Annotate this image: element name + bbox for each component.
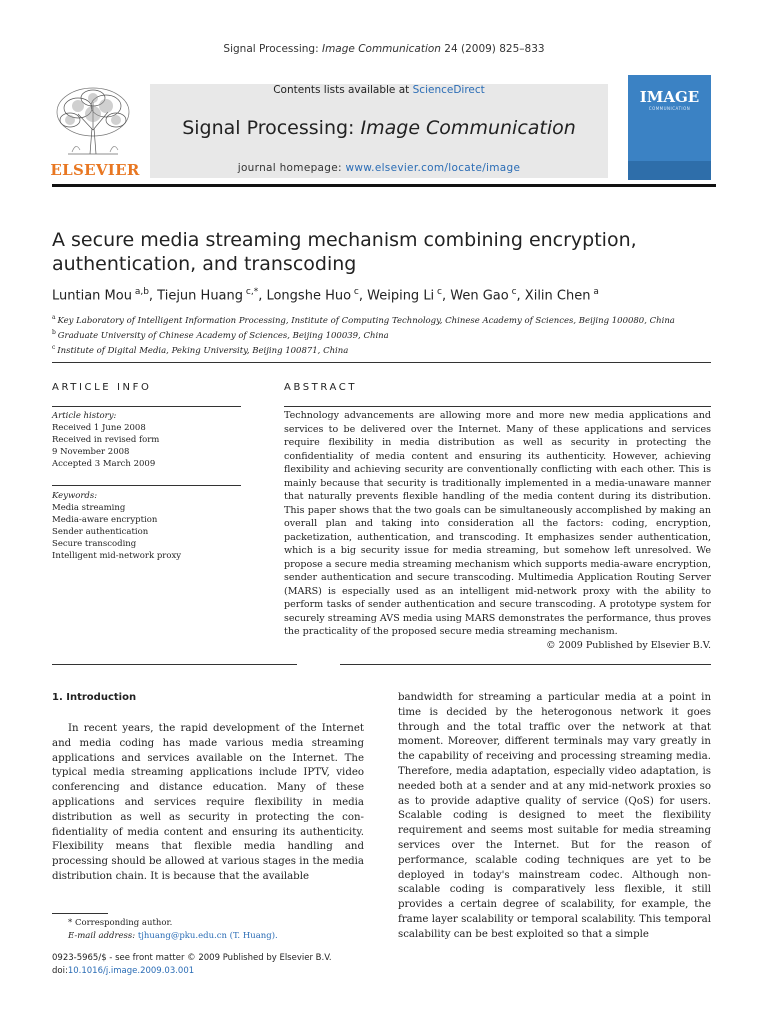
- keywords-label: Keywords:: [52, 491, 98, 501]
- author-separator: ,: [258, 288, 267, 304]
- affiliation-item: [52, 342, 712, 357]
- keyword-item: Media streaming: [52, 503, 126, 513]
- cover-band: [628, 161, 711, 180]
- article-info-rule: [52, 406, 241, 407]
- author-affiliation-mark: c: [434, 287, 442, 297]
- introduction-column-2: bandwidth for streaming a particular media at a point in time is decided by the heterogonous network it goes through and the total traffic over the network at that moment. Moreover, different terminals may vary greatly in the capability of receiving and processing streaming media. Therefore, media adaptation, especially video adaptation, is needed both at a sender and at any mid-network proxies so as to provide adaptive quality of service (QoS) for users. Scalable coding is designed to meet the flexibility requirement and seems most suitable for media streaming services over the Internet. But for the reason of performance, scalable coding techniques are yet to be deployed in today's mainstream codec. Although non-scalable coding is comparatively less flexible, it still provides a certain degree of scalability, for example, the frame layer scalability or temporal scalability. This temporal scalability can be best exploited so that a simple: [398, 692, 711, 940]
- footnote-rule: [52, 913, 108, 914]
- doi-line: [52, 965, 364, 978]
- keyword-item: Media-aware encryption: [52, 515, 158, 525]
- email-link[interactable]: tjhuang@pku.edu.cn (T. Huang).: [137, 930, 278, 941]
- paper-title: A secure media streaming mechanism combining encryption, authentication, and transcoding: [52, 229, 637, 275]
- author-affiliation-mark: a: [590, 287, 599, 297]
- abstract-rule: [284, 406, 711, 407]
- doi-link[interactable]: 10.1016/j.image.2009.03.001: [67, 965, 195, 976]
- abstract-heading: ABSTRACT: [284, 382, 358, 393]
- issn-line: 0923-5965/$ - see front matter © 2009 Published by Elsevier B.V.: [52, 953, 332, 963]
- abstract-text: Technology advancements are allowing more and more new media applications and services to be delivered over the Internet. Many of these applications and services require flexibility in media distribution as well as security in protecting the confidentiality of media content and ensuring its authenticity. However, achieving flexibility and achieving security are conventionally conflicting with each other. This is mainly because that security is traditionally implemented in a media-unaware manner that naturally prevents flexible handling of the media content during its distribution. This paper shows that the two goals can be simultaneously accomplished by making an overall plan and taking into consideration all the factors: coding, encryption, packetization, authentication, and transcoding. It emphasizes sender authentication, which is a big security issue for media streaming, but somehow left unresolved. We propose a secure media streaming mechanism which supports media-aware encryption, sender authentication and secure transcoding. Multimedia Application Routing Server (MARS) is especially used as an intelligent mid-network proxy with the ability to perform tasks of sender authentication and secure transcoding. A prototype system for securely streaming AVS media using MARS demonstrates the performance, thus proves the practicality of the proposed secure media streaming mechanism.: [284, 410, 711, 637]
- email-label: E-mail address:: [68, 930, 138, 941]
- author-affiliation-mark: c: [508, 287, 517, 297]
- introduction-column-1: In recent years, the rapid development of the Internet and media coding has made various media streaming applications and services available on the Internet. The typical media streaming applications include IPTV, video conferencing and distance education. Many of these applications and services require flexibility in media distribution as well as security in protecting the confidentiality of media content and ensuring its authenticity. Flexibility means that flexible media handling and processing should be allowed at various stages in the media distribution chain. It is because that the available: [52, 723, 364, 882]
- author-name: Wen Gao: [450, 288, 509, 304]
- contents-line: [150, 84, 608, 96]
- keyword-item: Sender authentication: [52, 527, 149, 537]
- footnote: [52, 917, 364, 942]
- homepage-link[interactable]: www.elsevier.com/locate/image: [345, 162, 521, 174]
- running-head: [0, 43, 768, 55]
- keywords-rule: [52, 485, 241, 486]
- history-item: Accepted 3 March 2009: [52, 459, 156, 469]
- homepage-prefix: journal homepage:: [237, 162, 346, 174]
- keyword-item: Secure transcoding: [52, 539, 137, 549]
- history-item: 9 November 2008: [52, 447, 130, 457]
- author-name: Tiejun Huang: [157, 288, 244, 304]
- affiliation-text: Graduate University of Chinese Academy of Sciences, Beijing 100039, China: [57, 330, 389, 341]
- author-separator: ,: [148, 288, 158, 304]
- running-head-journal: Signal Processing:: [223, 43, 322, 55]
- introduction-heading: 1. Introduction: [52, 692, 137, 703]
- author-separator: ,: [516, 288, 525, 304]
- affiliation-list: [52, 312, 712, 356]
- journal-title-italic: Image Communication: [360, 117, 576, 139]
- author-affiliation-mark: c,*: [243, 287, 259, 297]
- sciencedirect-link[interactable]: ScienceDirect: [412, 84, 485, 96]
- journal-title-main: Signal Processing:: [182, 117, 361, 139]
- author-name: Longshe Huo: [266, 288, 352, 304]
- elsevier-tree-logo: [48, 84, 138, 160]
- affiliation-text: Institute of Digital Media, Peking University, Beijing 100871, China: [57, 345, 349, 356]
- author-separator: ,: [358, 288, 368, 304]
- cover-subtitle: COMMUNICATION: [648, 106, 691, 111]
- corresponding-author-note: * Corresponding author.: [68, 918, 173, 928]
- author-separator: ,: [441, 288, 451, 304]
- author-list: [52, 287, 712, 303]
- keywords-list: [52, 502, 252, 562]
- author-affiliation-mark: a,b: [131, 287, 149, 297]
- author-affiliation-mark: c: [351, 287, 359, 297]
- journal-title: [150, 117, 608, 139]
- author-name: Luntian Mou: [52, 288, 132, 304]
- contents-prefix: Contents lists available at: [273, 84, 413, 96]
- running-head-volume: 24 (2009) 825–833: [440, 43, 545, 55]
- affiliation-rule: [52, 362, 711, 363]
- affiliation-item: [52, 312, 712, 327]
- affiliation-mark: c: [52, 343, 58, 351]
- article-history-list: [52, 422, 252, 470]
- affiliation-mark: b: [52, 328, 58, 336]
- affiliation-text: Key Laboratory of Intelligent Information Processing, Institute of Computing Technology, Chinese Academy of Sciences, Beijing 100080, China: [57, 315, 675, 326]
- article-info-bottom-rule: [52, 664, 297, 665]
- keywords-block: [52, 490, 252, 562]
- author-name: Xilin Chen: [524, 288, 591, 304]
- cover-title: IMAGE: [639, 88, 700, 106]
- header-rule: [52, 184, 716, 187]
- running-head-journal-italic: Image Communication: [321, 43, 441, 55]
- doi-label: doi:: [52, 965, 68, 976]
- journal-cover-thumbnail: [628, 75, 711, 180]
- affiliation-item: [52, 327, 712, 342]
- abstract-copyright: © 2009 Published by Elsevier B.V.: [546, 640, 711, 651]
- history-item: Received 1 June 2008: [52, 423, 146, 433]
- article-history: [52, 410, 252, 470]
- history-item: Received in revised form: [52, 435, 160, 445]
- article-info-heading: ARTICLE INFO: [52, 382, 152, 393]
- abstract-bottom-rule: [340, 664, 711, 665]
- journal-homepage: [150, 162, 608, 174]
- email-line: [52, 930, 364, 943]
- affiliation-mark: a: [52, 314, 58, 321]
- issn-doi-block: [52, 952, 364, 977]
- author-name: Weiping Li: [367, 288, 435, 304]
- elsevier-wordmark: ELSEVIER: [50, 161, 140, 179]
- keyword-item: Intelligent mid-network proxy: [52, 551, 182, 561]
- article-history-label: Article history:: [52, 411, 117, 421]
